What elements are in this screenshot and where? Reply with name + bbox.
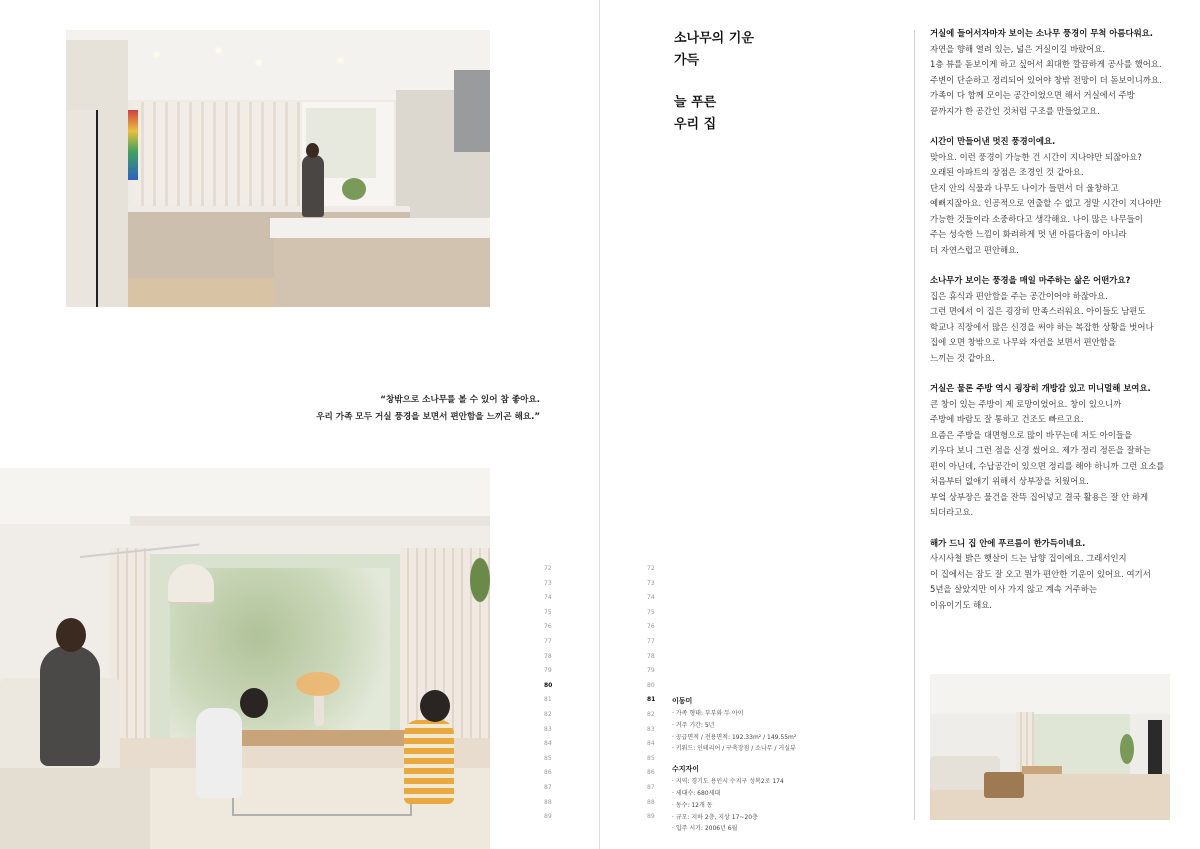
folio-number: 86 xyxy=(647,769,655,777)
folio-number: 85 xyxy=(544,754,552,762)
folio-number: 89 xyxy=(544,813,552,821)
column-divider xyxy=(914,30,915,820)
ceiling-light xyxy=(154,52,159,57)
folio-number: 74 xyxy=(544,594,552,602)
kitchen-fridge xyxy=(66,110,98,307)
info-item: · 세대수: 680세대 xyxy=(672,789,721,797)
folio-number: 82 xyxy=(544,710,552,718)
wall-art xyxy=(128,110,138,180)
ceiling-light xyxy=(216,48,221,53)
info-item: · 가족 형태: 부부와 두 아이 xyxy=(672,710,744,717)
interview-answer: 자연을 향해 열려 있는, 넓은 거실이길 바랐어요. 1층 뷰를 돋보이게 하고 싶어서 최대한 깔끔하게 공사를 했어요. 주변이 단순하고 정리되어 있어야 창밖 전망이 더 돋보이니까요. 가족이 다 함께 모이는 공간이었으면 해서 거실에서 주방 끝까지가 한 공간인 것처럼 구조를 만들었고요. xyxy=(930,43,1162,116)
home-info-block xyxy=(672,695,912,843)
folio-number: 84 xyxy=(647,740,655,748)
info-item: · 입주 시기: 2006년 6월 xyxy=(672,825,738,833)
folio-number: 87 xyxy=(647,783,655,791)
owner-name: 이동미 xyxy=(672,697,693,705)
quote-line: 우리 가족 모두 거실 풍경을 보면서 편안함을 느끼곤 해요.” xyxy=(316,412,540,422)
interview-item xyxy=(930,381,1190,521)
apartment-info xyxy=(672,763,912,835)
folio-number: 81 xyxy=(544,696,552,704)
folio-number-current: 80 xyxy=(544,681,553,689)
woman-head xyxy=(306,143,319,158)
folio-number: 86 xyxy=(544,769,552,777)
flowers xyxy=(296,672,340,696)
potted-plant xyxy=(342,178,366,200)
folio-number: 74 xyxy=(647,594,655,602)
sofa-seat xyxy=(0,768,150,849)
folio-number: 79 xyxy=(647,667,655,675)
interview-answer: 사시사철 밝은 햇살이 드는 남향 집이에요. 그래서인지 이 집에서는 잠도 잘 오고 뭔가 편안한 기운이 있어요. 여기서 5년을 살았지만 이사 가지 않고 계속 거주하는 이유이기도 해요. xyxy=(930,553,1151,610)
folio-column-left xyxy=(544,562,568,825)
info-item: · 규모: 지하 2층, 지상 17~20층 xyxy=(672,813,758,821)
kitchen-curtain xyxy=(132,102,302,214)
folio-number: 77 xyxy=(544,637,552,645)
kitchen-photo xyxy=(66,30,490,307)
interview-question: 거실은 물론 주방 역시 굉장히 개방감 있고 미니멀해 보여요. xyxy=(930,383,1151,393)
small-living-photo xyxy=(930,674,1170,820)
small-ceiling xyxy=(930,674,1170,714)
woman-figure xyxy=(302,155,324,217)
folio-number: 82 xyxy=(647,710,655,718)
folio-number: 84 xyxy=(544,740,552,748)
folio-number: 83 xyxy=(544,725,552,733)
hanging-plant xyxy=(470,558,490,602)
interview-item xyxy=(930,536,1190,614)
folio-number: 78 xyxy=(544,652,552,660)
folio-column-right xyxy=(647,562,671,825)
title-line: 소나무의 기운 xyxy=(674,31,754,46)
folio-number: 76 xyxy=(647,623,655,631)
info-item: · 동수: 12개 동 xyxy=(672,801,713,809)
interview-answer: 큰 창이 있는 주방이 제 로망이었어요. 창이 있으니까 주방에 바람도 잘 통하고 건조도 빠르고요. 요즘은 주방을 대면형으로 많이 바꾸는데 저도 아이들을 키우다 보니 그런 점을 신경 썼어요. 제가 정리 정돈을 잘하는 편이 아닌데, 수납공간이 있으면 정리를 해야 하니까 그런 요소를 처음부터 없애기 위해서 상부장을 치웠어요. 부엌 상부장은 물건을 잔뜩 집어넣고 결국 활용은 잘 안 하게 되더라고요. xyxy=(930,398,1165,517)
info-item: · 공급면적 / 전용면적: 192.33m² / 149.55m² xyxy=(672,733,797,741)
child-figure-striped xyxy=(404,720,454,804)
interview-item xyxy=(930,134,1190,258)
coffee-table-top xyxy=(228,730,414,746)
flower-vase xyxy=(314,692,324,726)
folio-number: 73 xyxy=(544,579,552,587)
interview-question: 시간이 만들어낸 멋진 풍경이에요. xyxy=(930,136,1056,146)
title-line: 우리 집 xyxy=(674,117,717,132)
small-plant xyxy=(1120,734,1134,764)
apartment-name: 수지자이 xyxy=(672,765,700,774)
folio-number: 75 xyxy=(544,608,552,616)
coffee-table-frame xyxy=(232,746,412,816)
info-item: · 거주 기간: 5년 xyxy=(672,721,715,729)
folio-number: 80 xyxy=(647,681,655,689)
lounge-chair xyxy=(984,772,1024,798)
article-title-part-2 xyxy=(674,92,716,136)
back-countertop xyxy=(128,206,410,212)
folio-number: 76 xyxy=(544,623,552,631)
wall-tv xyxy=(1148,720,1162,774)
folio-number: 85 xyxy=(647,754,655,762)
article-title-part-1 xyxy=(674,28,754,72)
child-head xyxy=(240,688,268,718)
folio-number: 75 xyxy=(647,608,655,616)
folio-number: 87 xyxy=(544,783,552,791)
interview-answer: 집은 휴식과 편안함을 주는 공간이어야 하잖아요. 그런 면에서 이 집은 굉장히 만족스러워요. 아이들도 남편도 학교나 직장에서 많은 신경을 써야 하는 복잡한 상황을 벗어나 집에 오면 창밖으로 나무와 자연을 보면서 편안함을 느끼는 것 같아요. xyxy=(930,290,1154,363)
owner-info xyxy=(672,695,912,755)
quote-line: “창밖으로 소나무를 볼 수 있어 참 좋아요. xyxy=(380,395,540,405)
folio-number: 89 xyxy=(647,813,655,821)
ceiling-light xyxy=(338,58,343,63)
title-line: 늘 푸른 xyxy=(674,95,717,110)
ceiling-light xyxy=(256,60,261,65)
range-hood xyxy=(454,70,490,152)
folio-number: 72 xyxy=(647,565,655,572)
ceiling-soffit xyxy=(130,516,490,526)
floor-lamp-shade xyxy=(168,564,214,604)
folio-number-current: 81 xyxy=(647,696,656,704)
folio-number: 72 xyxy=(544,565,552,572)
folio-number: 73 xyxy=(647,579,655,587)
child-head xyxy=(420,690,450,722)
woman-reading xyxy=(40,646,100,766)
title-line: 가득 xyxy=(674,53,700,68)
interview-question: 거실에 들어서자마자 보이는 소나무 풍경이 무척 아름다워요. xyxy=(930,28,1153,38)
folio-number: 78 xyxy=(647,652,655,660)
interview-item xyxy=(930,26,1190,119)
interview-question: 해가 드니 집 안에 푸르름이 한가득이네요. xyxy=(930,537,1086,548)
interview-column xyxy=(930,26,1190,628)
child-figure xyxy=(196,708,242,798)
pull-quote xyxy=(240,392,540,426)
folio-number: 77 xyxy=(647,637,655,645)
woman-head xyxy=(56,618,86,652)
interview-item xyxy=(930,273,1190,366)
interview-answer: 맞아요. 이런 풍경이 가능한 건 시간이 지나야만 되잖아요? 오래된 아파트의 장점은 조경인 것 같아요. 단지 안의 식물과 나무도 나이가 들면서 더 울창하고 예뻐지잖아요. 인공적으로 연출할 수 없고 정말 시간이 지나야만 가능한 것들이라 소중하다고 생각해요. 나이 많은 나무들이 주는 성숙한 느낌이 화려하게 멋 낸 아름다움이 아니라 더 자연스럽고 편안해요. xyxy=(930,151,1162,255)
small-coffee-table xyxy=(1022,766,1062,774)
living-room-photo xyxy=(0,468,490,849)
info-item: · 지역: 경기도 용인시 수지구 성복2로 174 xyxy=(672,778,784,786)
info-item: · 키워드: 인테리어 / 구축장점 / 소나무 / 거실뷰 xyxy=(672,745,796,753)
interview-question: 소나무가 보이는 풍경을 매일 마주하는 삶은 어떤가요? xyxy=(930,275,1131,285)
folio-number: 79 xyxy=(544,667,552,675)
kitchen-floor xyxy=(128,278,278,307)
folio-number: 88 xyxy=(647,798,655,806)
folio-number: 83 xyxy=(647,725,655,733)
folio-number: 88 xyxy=(544,798,552,806)
island-countertop xyxy=(270,218,490,238)
